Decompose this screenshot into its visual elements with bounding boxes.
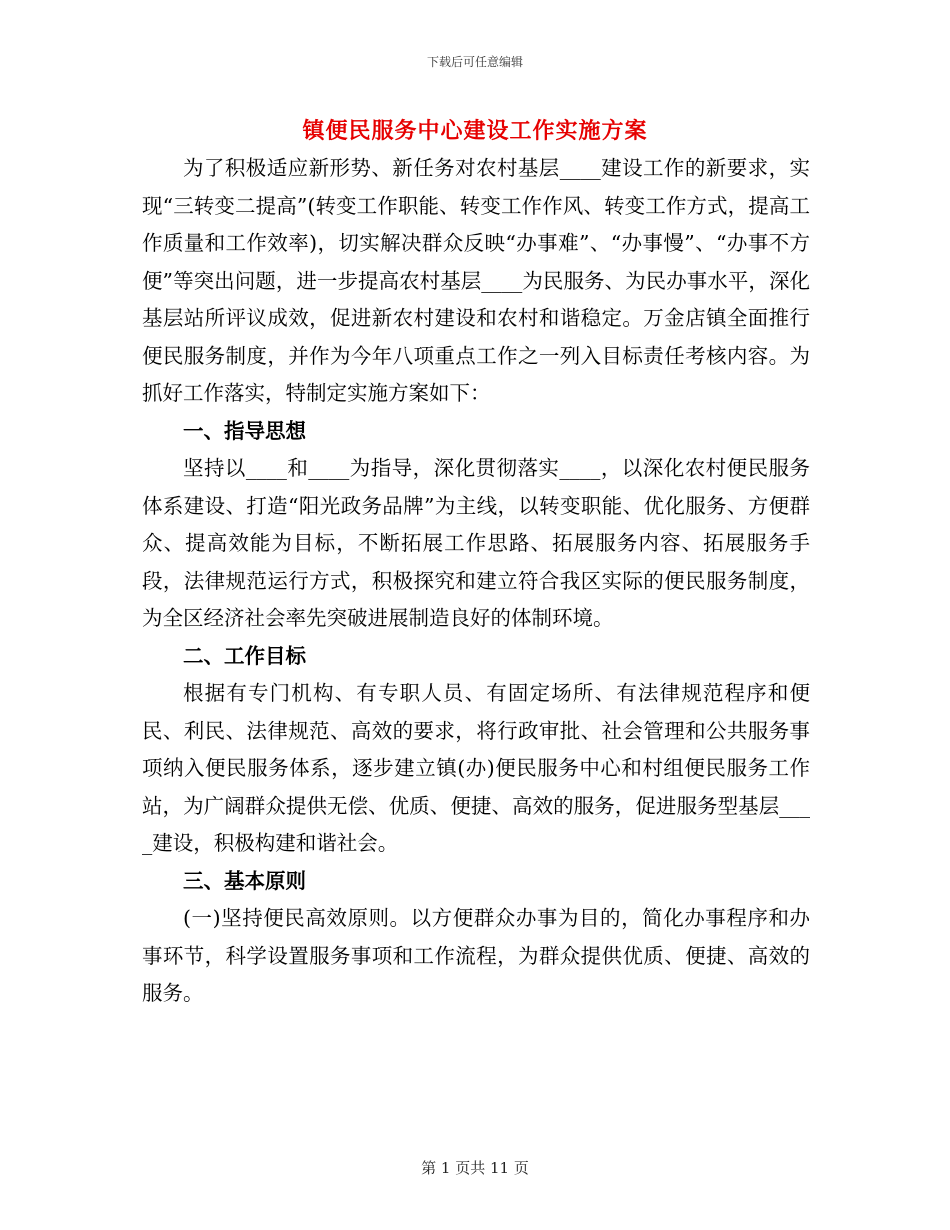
section-heading-work-goals: 二、工作目标: [183, 643, 306, 668]
section-heading-guiding-ideology: 一、指导思想: [183, 418, 306, 443]
section-paragraph-basic-principles: (一)坚持便民高效原则。以方便群众办事为目的，简化办事程序和办事环节，科学设置服务事项和工作流程，为群众提供优质、便捷、高效的服务。: [142, 906, 810, 1005]
section-paragraph-guiding-ideology: 坚持以____和____为指导，深化贯彻落实____，以深化农村便民服务体系建设、打造“阳光政务品牌”为主线，以转变职能、优化服务、方便群众、提高效能为目标，不断拓展工作思路、拓展服务内容、拓展服务手段，法律规范运行方式，积极探究和建立符合我区实际的便民服务制度，为全区经济社会率先突破进展制造良好的体制环境。: [142, 456, 810, 630]
page-number: 第 1 页共 11 页: [421, 1159, 529, 1177]
header-note: 下载后可任意编辑: [426, 55, 523, 69]
section-paragraph-work-goals: 根据有专门机构、有专职人员、有固定场所、有法律规范程序和便民、利民、法律规范、高效的要求，将行政审批、社会管理和公共服务事项纳入便民服务体系，逐步建立镇(办)便民服务中心和村组便民服务工作站，为广阔群众提供无偿、优质、便捷、高效的服务，促进服务型基层____建设，积极构建和谐社会。: [142, 681, 810, 855]
document-title: 镇便民服务中心建设工作实施方案: [302, 118, 648, 144]
intro-paragraph: 为了积极适应新形势、新任务对农村基层____建设工作的新要求，实现“三转变二提高”(转变工作职能、转变工作作风、转变工作方式，提高工作质量和工作效率)，切实解决群众反映“办事难”、“办事慢”、“办事不方便”等突出问题，进一步提高农村基层____为民服务、为民办事水平，深化基层站所评议成效，促进新农村建设和农村和谐稳定。万金店镇全面推行便民服务制度，并作为今年八项重点工作之一列入目标责任考核内容。为抓好工作落实，特制定实施方案如下：: [142, 156, 810, 405]
document-body: [142, 150, 810, 1013]
section-heading-basic-principles: 三、基本原则: [183, 868, 306, 893]
